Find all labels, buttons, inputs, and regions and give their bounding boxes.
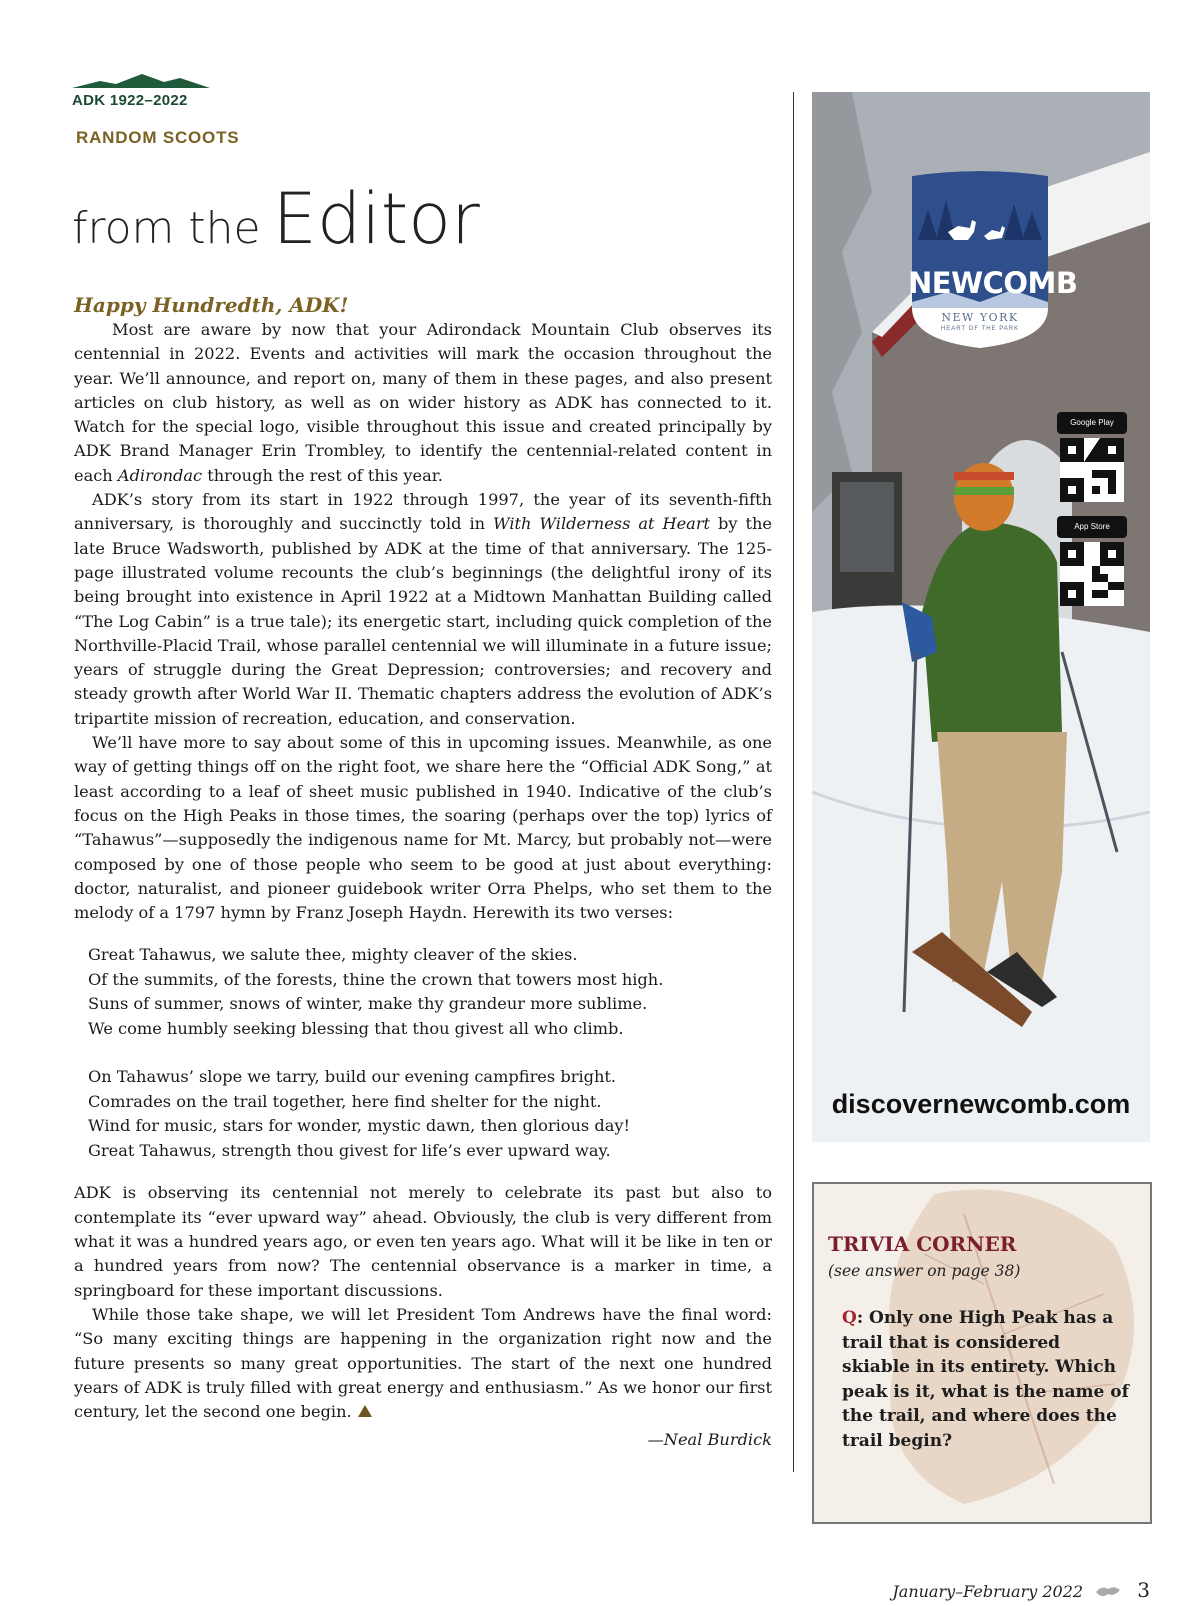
newcomb-advertisement[interactable] [812,92,1150,1142]
verse-1 [88,943,772,1041]
trivia-question [842,1306,1132,1453]
mountain-logo-icon [72,72,210,90]
page-title [72,178,480,260]
page-title-big: Editor [272,178,480,260]
question-text: : Only one High Peak has a trail that is considered skiable in its entirety. Which peak is it, what is the name of the trail, and where does the trail begin? [842,1308,1129,1451]
centennial-logo [72,72,212,109]
page-title-small: from the [72,203,261,254]
page-footer [892,1578,1150,1602]
article-paragraph-1: Most are aware by now that your Adirondack Mountain Club observes its centennial in 2022. Events and activities will mark the occasion throughout the year. We’ll announce, and report on, many of them in these pages, and also present articles on club history, as well as on wider history as ADK has connected to it. Watch for the special logo, visible throughout this issue and created principally by ADK Brand Manager Erin Trombley, to identify the centennial-related content in each Adirondac through the rest of this year. [74,320,772,485]
issue-date: January–February 2022 [892,1582,1084,1601]
verse-line: Wind for music, stars for wonder, mystic dawn, then glorious day! [88,1116,631,1136]
article-headline: Happy Hundredth, ADK! [74,293,349,317]
ad-url-link[interactable]: discovernewcomb.com [831,1089,1131,1119]
page-number: 3 [1137,1578,1150,1602]
verse-line: We come humbly seeking blessing that thou givest all who climb. [88,1018,624,1038]
app-store-button[interactable]: App Store [1057,516,1127,538]
logo-text: ADK 1922–2022 [72,92,188,109]
badge-tagline: HEART OF THE PARK [940,326,1020,332]
verse-line: Comrades on the trail together, here find shelter for the night. [88,1091,602,1111]
column-label: RANDOM SCOOTS [76,128,240,147]
question-label: Q [842,1308,857,1328]
qr-code-apple-icon[interactable] [1060,542,1124,606]
badge-state: NEW YORK [941,311,1019,324]
article-paragraph-4: ADK is observing its centennial not merely to celebrate its past but also to contemplate its “ever upward way” ahead. Obviously, the club is very different from what it was a hundred years ago, or even ten years ago. What will it be like in ten or a hundred years from now? The centennial observance is a marker in time, a springboard for these important discussions. [74,1183,772,1300]
end-mark-icon [358,1405,372,1417]
verse-line: Great Tahawus, we salute thee, mighty cleaver of the skies. [88,945,578,965]
trivia-title: TRIVIA CORNER [828,1232,1017,1256]
trivia-corner-box [812,1182,1152,1524]
trivia-subtitle: (see answer on page 38) [828,1262,1021,1280]
newcomb-badge [908,170,1078,348]
google-play-button[interactable]: Google Play [1057,412,1127,434]
trivia-content [828,1232,1132,1453]
verse-line: Of the summits, of the forests, thine the crown that towers most high. [88,969,664,989]
verse-line: Suns of summer, snows of winter, make thy grandeur more sublime. [88,994,648,1014]
signature: —Neal Burdick [647,1430,772,1450]
verse-line: On Tahawus’ slope we tarry, build our evening campfires bright. [88,1067,617,1087]
song-verses [88,943,772,1163]
leaf-ornament-icon [1094,1585,1124,1599]
editor-article [74,292,772,1453]
column-divider [793,92,794,1472]
qr-code-google-icon[interactable] [1060,438,1124,502]
badge-brand: NEWCOMB [908,266,1078,300]
article-paragraph-2: ADK’s story from its start in 1922 through 1997, the year of its seventh-fifth anniversary, is thoroughly and succinctly told in With Wilderness at Heart by the late Bruce Wadsworth, published by ADK at the time of that anniversary. The 125-page illustrated volume recounts the club’s beginnings (the delightful irony of its being brought into existence in April 1922 at a Midtown Manhattan Building called “The Log Cabin” is a true tale); its energetic start, including quick completion of the Northville-Placid Trail, whose parallel centennial we will illuminate in a future issue; years of struggle during the Great Depression; controversies; and recovery and steady growth after World War II. Thematic chapters address the evolution of ADK’s tripartite mission of recreation, education, and conservation. [74,490,772,728]
verse-line: Great Tahawus, strength thou givest for life’s ever upward way. [88,1140,611,1160]
article-paragraph-5: While those take shape, we will let President Tom Andrews have the final word: “So many exciting things are happening in the organization right now and the future presents so many great opportunities. The start of the next one hundred years of ADK is truly filled with great energy and enthusiasm.” As we honor our first century, let the second one begin. [74,1304,772,1422]
verse-2 [88,1065,772,1163]
article-paragraph-3: We’ll have more to say about some of this in upcoming issues. Meanwhile, as one way of getting things off on the right foot, we share here the “Official ADK Song,” at least according to a leaf of sheet music published in 1940. Indicative of the club’s focus on the High Peaks in those times, the soaring (perhaps over the top) lyrics of “Tahawus”—supposedly the indigenous name for Mt. Marcy, but probably not—were composed by one of those people who seem to be good at just about everything: doctor, naturalist, and pioneer guidebook writer Orra Phelps, who set them to the melody of a 1797 hymn by Franz Joseph Haydn. Herewith its two verses: [74,733,772,923]
